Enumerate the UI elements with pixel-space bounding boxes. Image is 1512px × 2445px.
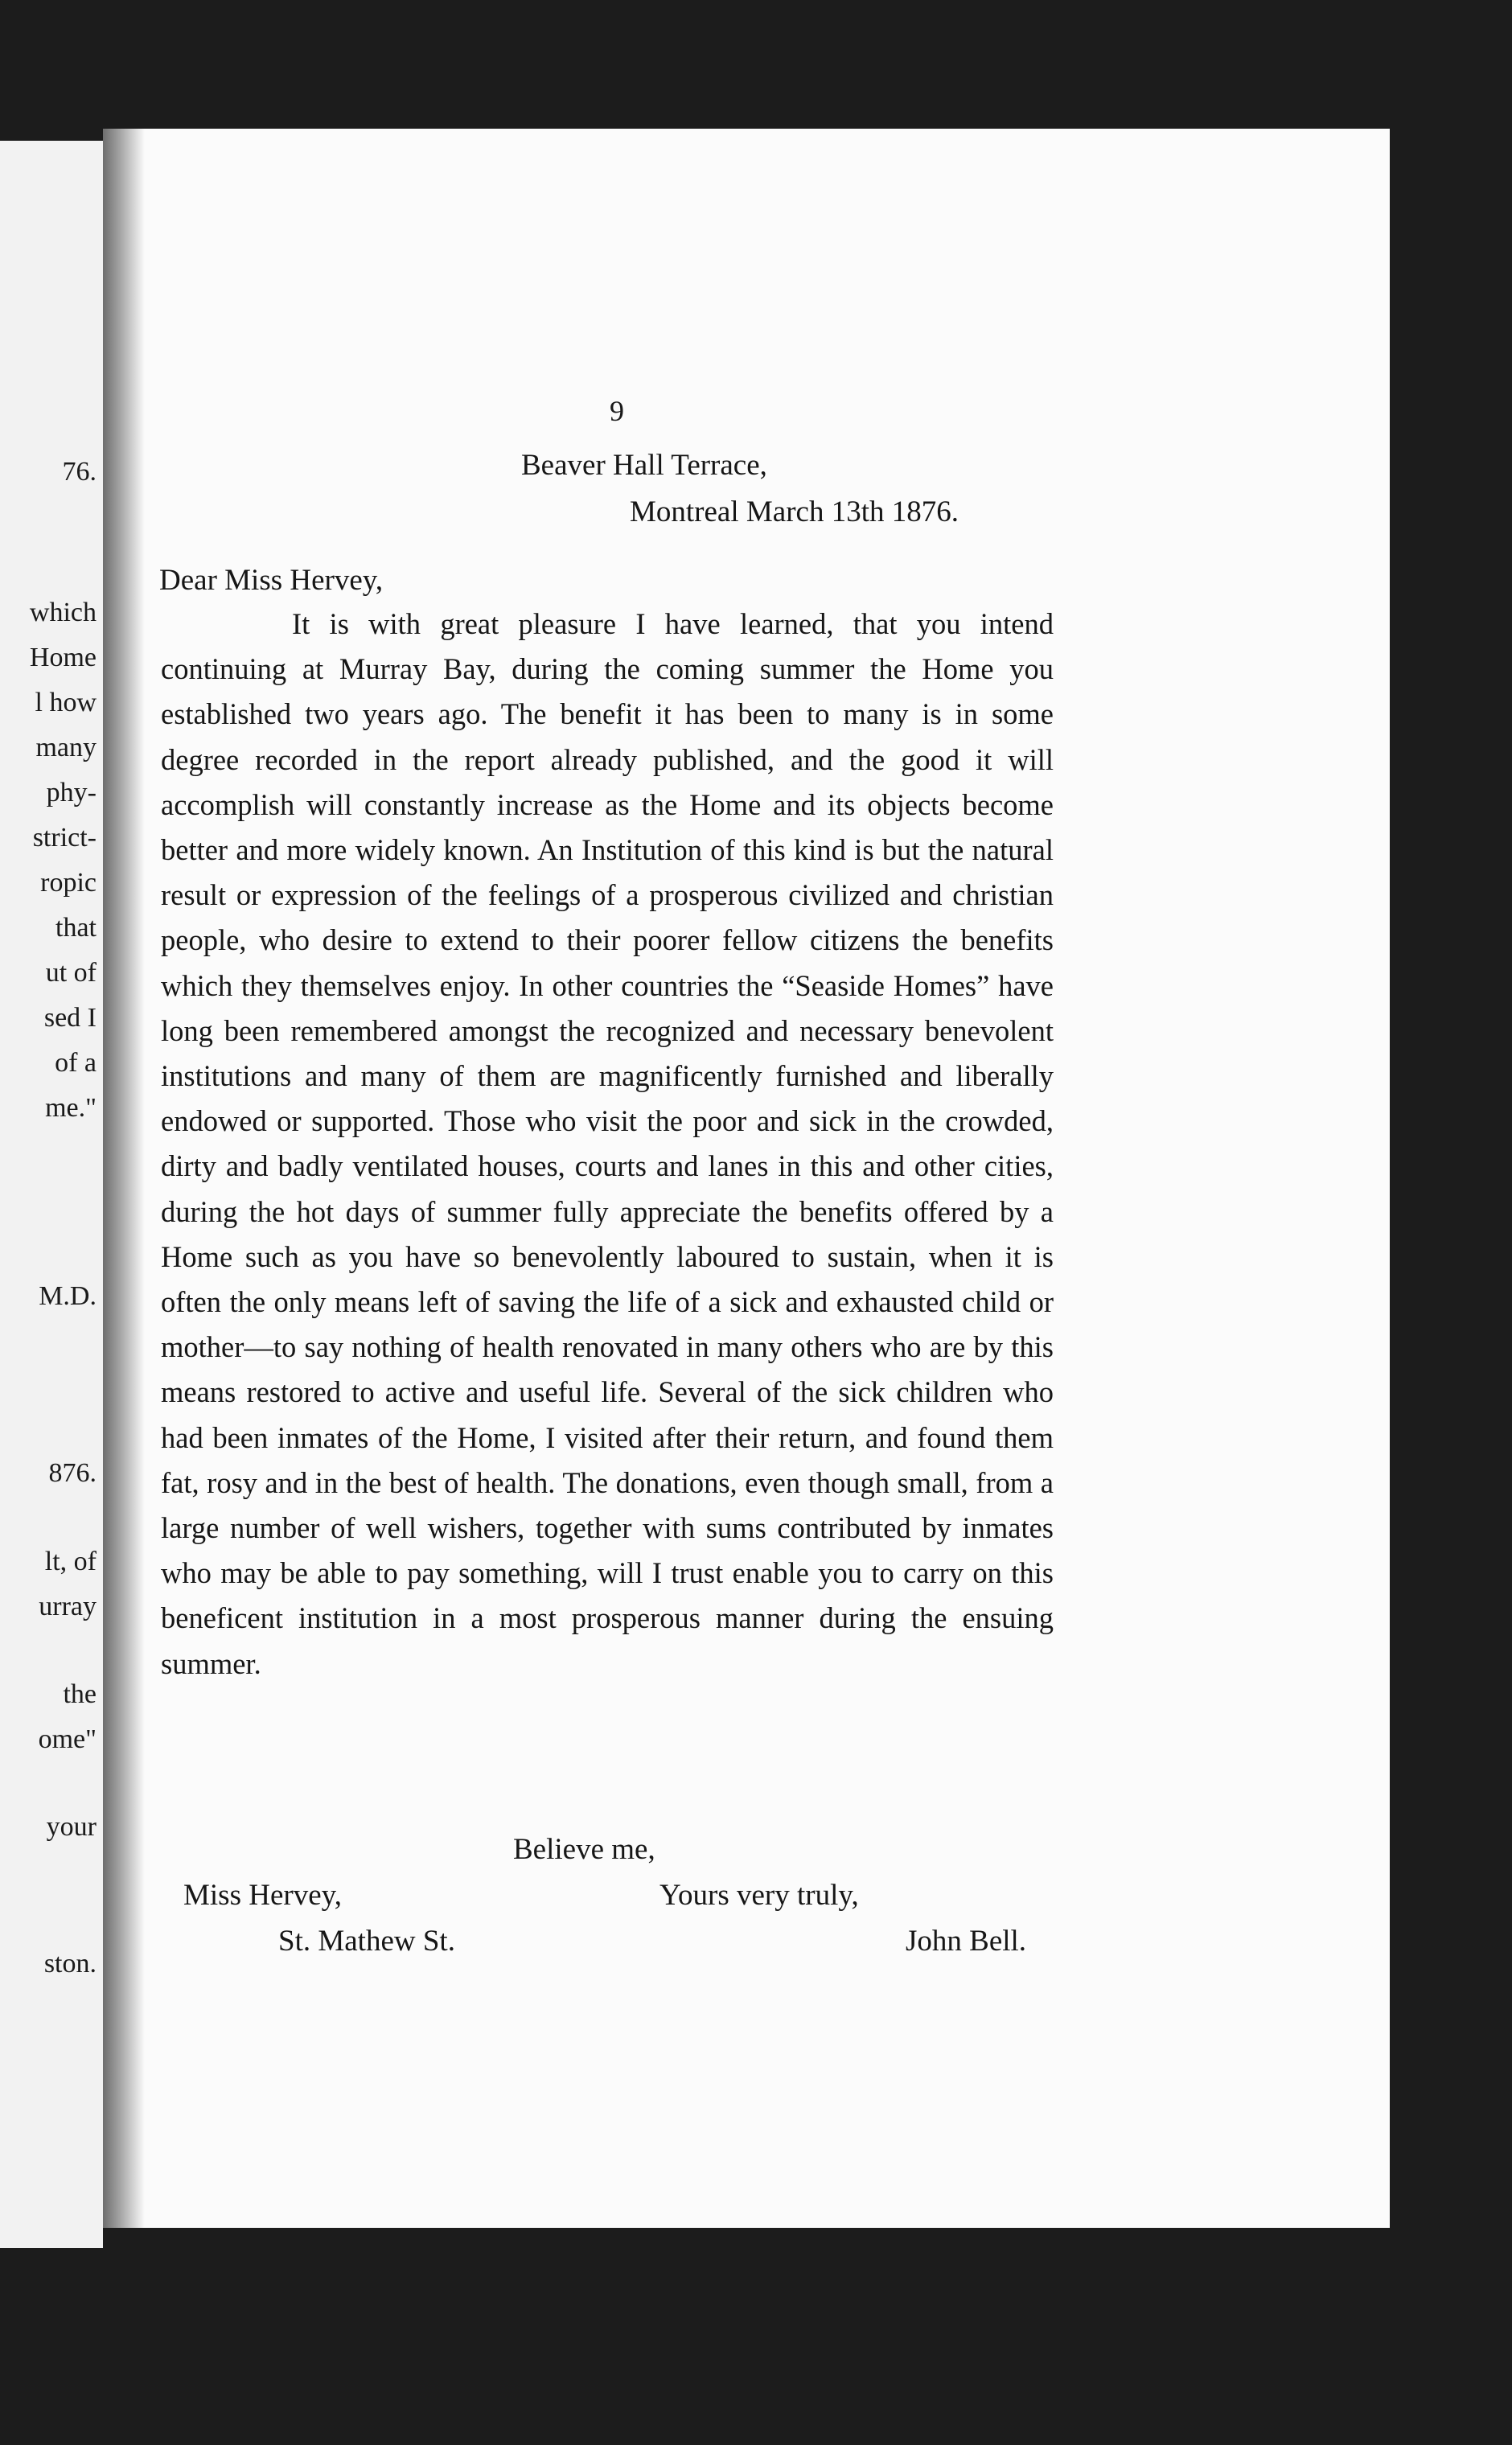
left-page-fragment: 76. [62,457,97,487]
left-page-fragment: me." [45,1093,97,1123]
closing: Believe me, [513,1833,655,1866]
left-page-fragment: of a [55,1048,97,1078]
left-page-fragment: ut of [45,958,97,988]
signature: John Bell. [906,1925,1027,1958]
page-number: 9 [610,395,624,427]
address-line-street: Beaver Hall Terrace, [521,449,767,482]
left-page-fragment: the [63,1679,97,1709]
left-page-fragment: sed I [43,1003,97,1033]
left-page-fragment: strict- [32,823,97,853]
valediction: Yours very truly, [659,1879,859,1912]
address-line-date: Montreal March 13th 1876. [630,495,959,528]
left-page-fragment: that [55,913,97,943]
left-page-fragment: 876. [48,1458,97,1488]
left-page-fragment: many [35,733,97,762]
salutation: Dear Miss Hervey, [159,564,384,597]
left-page-fragment: your [46,1812,97,1842]
left-page-fragment: ston. [43,1949,97,1979]
left-page-fragment: ropic [40,868,97,898]
gutter-shadow [103,129,145,2228]
left-facing-page [0,141,103,2248]
letter-page [103,129,1390,2228]
left-page-fragment: which [29,598,97,627]
left-page-fragment: lt, of [44,1547,97,1576]
left-page-fragment: M.D. [39,1281,97,1311]
left-page-fragment: l how [35,688,97,717]
left-page-fragment: ome" [38,1724,97,1754]
recipient-name: Miss Hervey, [183,1879,342,1912]
recipient-street: St. Mathew St. [278,1925,455,1958]
letter-body: It is with great pleasure I have learned, that you intend continuing at Murray Bay, during the coming summer the Home you established two years ago. The benefit it has been to many is in some degree recorded in the report already published, and the good it will accomplish will constantly increase as the Home and its objects become better and more widely known. An Institution of this kind is but the natural result or expression of the feelings of a prosperous civilized and christian people, who desire to extend to their poorer fellow citizens the benefits which they themselves enjoy. In other countries the “Seaside Homes” have long been remembered amongst the recognized and necessary benevolent institutions and many of them are magnificently furnished and liberally endowed or supported. Those who visit the poor and sick in the crowded, dirty and badly ventilated houses, courts and lanes in this and other cities, during the hot days of summer fully appreciate the benefits offered by a Home such as you have so benevolently laboured to sustain, when it is often the only means left of saving the life of a sick and exhausted child or mother—to say nothing of health renovated in many others who are by this means restored to active and useful life. Several of the sick children who had been inmates of the Home, I visited after their return, and found them fat, rosy and in the best of health. The donations, even though small, from a large number of well wishers, together with sums contributed by inmates who may be able to pay something, will I trust enable you to carry on this beneficent institution in a most prosperous manner during the ensuing summer. [161,607,1054,1680]
left-page-fragment: urray [39,1592,97,1621]
left-page-fragment: Home [29,643,97,672]
left-page-fragment: phy- [46,778,97,807]
